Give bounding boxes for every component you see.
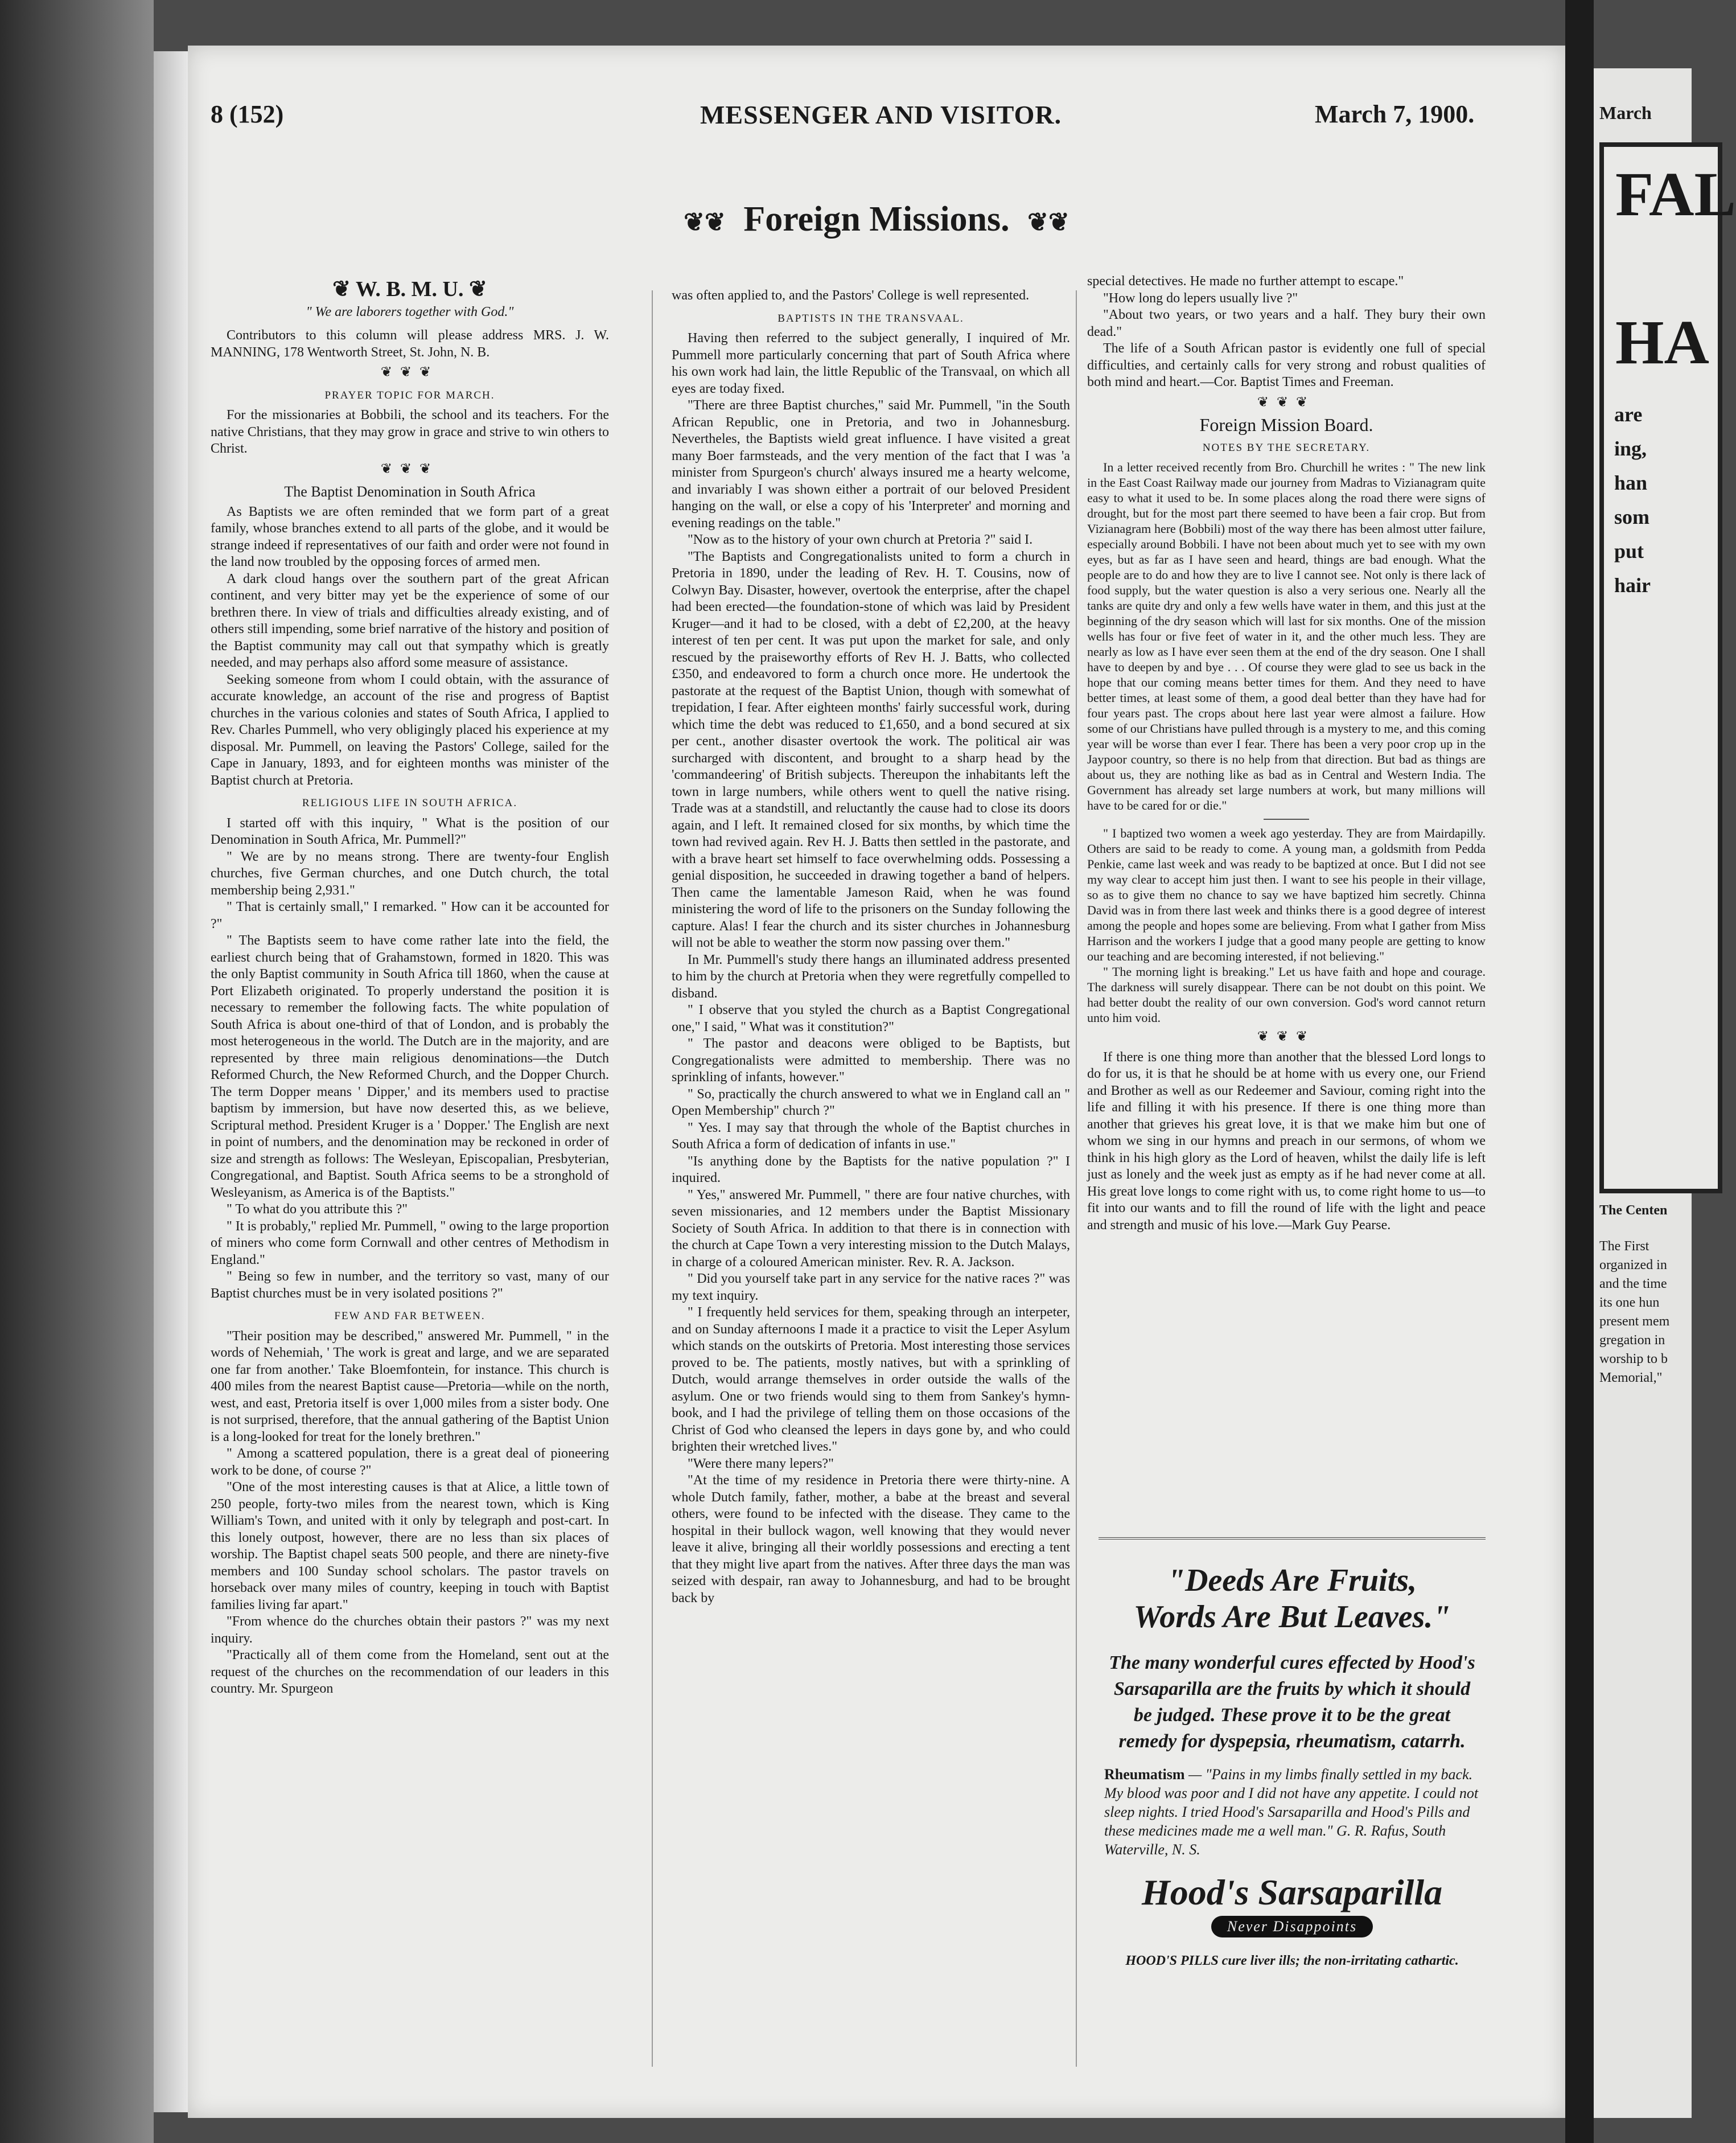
issue-date: March 7, 1900. bbox=[1315, 100, 1475, 128]
page-number: 8 (152) bbox=[211, 100, 284, 128]
board-subtitle: NOTES BY THE SECRETARY. bbox=[1202, 441, 1371, 454]
paragraph: "Practically all of them come from the Homeland, sent out at the request of the churches on the recommendation of our leaders in this country. Mr. Spurgeon bbox=[211, 1648, 609, 1696]
adjacent-ad-line: han bbox=[1614, 471, 1648, 494]
adjacent-story-line: present mem bbox=[1599, 1314, 1670, 1329]
article-title: The Baptist Denomination in South Africa bbox=[284, 483, 536, 500]
column-mission-board bbox=[1087, 273, 1486, 1532]
adjacent-story-line: its one hun bbox=[1599, 1295, 1660, 1310]
paragraph: " The Baptists seem to have come rather late into the field, the earliest church being that of Grahamstown, formed in 1820. This was the only Baptist community in South Africa till 1860, when the cause at Port Elizabeth originated. To properly understand the position it is necessary to remember the following facts. The white population of South Africa is about one-third of that of London, and is probably the most heterogeneous in the world. The Dutch are in the majority, and are represented by three main religious denominations—the Dutch Reformed Church, the New Reformed Church, and the Dopper Church. The term Dopper means ' Dipper,' and its members used to practise baptism by immersion, but have now deserted this, as we believe, Scriptural method. President Kruger is a ' Dopper.' The English are next in point of numbers, and the denomination may be reckoned in order of size and strength as follows: The Wesleyan, Episcopalian, Presbyterian, Congregational, and Baptist. South Africa seems to be a stronghold of Wesleyanism, as America is of the Baptists." bbox=[211, 933, 609, 1200]
testimonial-label: Rheumatism bbox=[1104, 1766, 1185, 1783]
paragraph: If there is one thing more than another that the blessed Lord longs to do for us, it is that he should be at home with us every one, our Friend and Brother as well as our Redeemer and Saviour, coming right into the life and filling it with his presence. If there is one thing more than another that grieves his great love, it is that we make him but one of whom we sing in our hymns and preach in our sermons, of whom we think in his high glory as the Lord of heaven, whilst the daily life is left just as lonely and the week just as empty as if he had never come at all. His great love longs to come right with us, to come right home to us—to fit into our wants and to fill the round of life with the light and peace and strength and music of his love.—Mark Guy Pearse. bbox=[1087, 1049, 1486, 1233]
adjacent-page-date: March bbox=[1599, 102, 1652, 123]
paragraph: "Were there many lepers?" bbox=[688, 1456, 834, 1471]
paragraph: "How long do lepers usually live ?" bbox=[1103, 290, 1298, 306]
adjacent-story-line: Memorial," bbox=[1599, 1370, 1663, 1385]
adjacent-ad-line: som bbox=[1614, 506, 1649, 528]
paragraph: Seeking someone from whom I could obtain, with the assurance of accurate knowledge, an account of the rise and progress of Baptist churches in the various colonies and states of South Africa, I applied to Rev. Charles Pummell, who very obligingly placed his experience at my disposal. Mr. Pummell, on leaving the Pastors' College, sailed for the Cape in January, 1893, and for eighteen months was minister of the Baptist church at Pretoria. bbox=[211, 672, 609, 788]
paragraph: "One of the most interesting causes is that at Alice, a little town of 250 people, forty-two miles from the nearest town, which is King William's Town, and united with it only by telegraph and post-cart. In this lonely outpost, however, there are no less than six places of worship. The Baptist chapel seats 500 people, and there are ninety-five members and 100 Sunday school scholars. The pastor travels on horseback over many miles of country, keeping in touch with Baptist families living far apart." bbox=[211, 1480, 609, 1612]
ornament-icon: ❦❦ bbox=[1027, 208, 1069, 236]
subheading: BAPTISTS IN THE TRANSVAAL. bbox=[778, 312, 964, 325]
paragraph: " We are by no means strong. There are twenty-four English churches, five German churches, and one Dutch church, the total membership being 2,931." bbox=[211, 849, 609, 898]
paragraph: "There are three Baptist churches," said Mr. Pummell, "in the South African Republic, one in Pretoria, and two in Johannesburg. Nevertheles, the Baptists wield great influence. I have visited a great many Boer farmsteads, and the very mention of the fact that I was 'a minister from Spurgeon's church' always insured me a hearty welcome, and invariably I was shown either a portrait of our beloved President hanging on the wall, or else a copy of his 'Interpreter' and morning and evening readings on the table." bbox=[672, 398, 1070, 531]
adjacent-story-line: The First bbox=[1599, 1239, 1649, 1254]
contributors-note: Contributors to this column will please address MRS. J. W. MANNING, 178 Wentworth Street, St. John, N. B. bbox=[211, 328, 609, 360]
ad-tagline: Never Disappoints bbox=[1211, 1916, 1373, 1937]
adjacent-page-ad bbox=[1599, 142, 1736, 1193]
paragraph: " To what do you attribute this ?" bbox=[227, 1202, 408, 1217]
paragraph: " It is probably," replied Mr. Pummell, " owing to the large proportion of miners who come form Cornwall and other centres of Methodism in England." bbox=[211, 1218, 609, 1267]
ad-body: The many wonderful cures effected by Hood's Sarsaparilla are the fruits by which it should be judged. These prove it to be the great remedy for dyspepsia, rheumatism, catarrh. bbox=[1109, 1652, 1475, 1752]
binding-edge bbox=[154, 51, 188, 2112]
adjacent-story-head: The Centen bbox=[1599, 1203, 1668, 1218]
paragraph: "At the time of my residence in Pretoria there were thirty-nine. A whole Dutch family, father, mother, a babe at the breast and several others, were found to be infected with the disease. They came to the hospital in their bullock wagon, well knowing that they would never leave it alive, bringing all their worldly possessions and erecting a tent that they might live apart from the natives. After three days the man was seized with despair, ran away to Johannesburg, and had to be brought back by bbox=[672, 1473, 1070, 1606]
adjacent-ad-line: put bbox=[1614, 540, 1644, 563]
scan-left-margin bbox=[0, 0, 154, 2143]
separator-stars: ❦❦❦ bbox=[380, 461, 439, 477]
divider bbox=[1264, 819, 1309, 820]
paragraph: " The morning light is breaking." Let us have faith and hope and courage. The darkness will surely disappear. There can be not doubt on this point. We had better doubt the reality of our own conversion. God's word cannot return unto him void. bbox=[1087, 964, 1486, 1025]
paragraph: " Being so few in number, and the territory so vast, many of our Baptist churches must be in very isolated positions ?" bbox=[211, 1269, 609, 1301]
subheading: RELIGIOUS LIFE IN SOUTH AFRICA. bbox=[302, 797, 518, 809]
subheading: FEW AND FAR BETWEEN. bbox=[334, 1310, 486, 1322]
wbmu-motto: " We are laborers together with God." bbox=[306, 304, 514, 319]
adjacent-story-line: worship to b bbox=[1599, 1352, 1668, 1366]
masthead: MESSENGER AND VISITOR. bbox=[700, 100, 1062, 129]
wbmu-title bbox=[211, 277, 609, 301]
column-rule bbox=[652, 290, 653, 2067]
adjacent-ad-line: hair bbox=[1614, 574, 1651, 597]
paragraph: " Yes," answered Mr. Pummell, " there are four native churches, with seven missionaries, and 12 members under the Baptist Missionary Society of South Africa. In addition to that there is in connection with the church at Cape Town a very interesting mission to the Dutch Malays, in charge of a coloured American minister. Rev. R. A. Jackson. bbox=[672, 1187, 1070, 1270]
wbmu-title-text: W. B. M. U. bbox=[355, 277, 464, 301]
separator-stars: ❦❦❦ bbox=[1257, 395, 1316, 410]
paragraph: " Did you yourself take part in any service for the native races ?" was my text inquiry. bbox=[672, 1271, 1070, 1303]
adjacent-story-line: organized in bbox=[1599, 1258, 1667, 1272]
column-rule bbox=[1076, 290, 1077, 2067]
paragraph: "Their position may be described," answered Mr. Pummell, " in the words of Nehemiah, ' The work is great and large, and we are separated one far from another.' Take Bloemfontein, for instance. This church is 400 miles from the nearest Baptist cause—Pretoria—while on the north, west, and east, Pretoria itself is over 1,000 miles from a sister body. One is not surprised, therefore, that the annual gathering of the Baptist Union is a long-looked for treat for the lonely brethren." bbox=[211, 1328, 609, 1444]
testimonial-text: — "Pains in my limbs finally settled in my back. My blood was poor and I did not have any appetite. I could not sleep nights. I tried Hood's Sarsaparilla and Hood's Pills and these medicines made me a well man." G. R. Rafus, South Waterville, N. S. bbox=[1104, 1766, 1479, 1858]
adjacent-page-story bbox=[1599, 1201, 1696, 1387]
separator-stars: ❦❦❦ bbox=[1257, 1029, 1316, 1044]
paragraph: " So, practically the church answered to what we in England call an " Open Membership" church ?" bbox=[672, 1086, 1070, 1118]
adjacent-ad-headline: FAL bbox=[1615, 159, 1736, 229]
adjacent-story-line: gregation in bbox=[1599, 1333, 1665, 1348]
prayer-topic-heading: PRAYER TOPIC FOR MARCH. bbox=[324, 389, 495, 401]
section-title bbox=[188, 199, 1565, 240]
paragraph: I started off with this inquiry, " What is the position of our Denomination in South Africa, Mr. Pummell?" bbox=[211, 815, 609, 847]
hoods-advertisement bbox=[1099, 1537, 1486, 2052]
ornament-icon: ❦ bbox=[463, 277, 487, 301]
prayer-topic-text: For the missionaries at Bobbili, the school and its teachers. For the native Christians, that they may grow in grace and strive to win others to Christ. bbox=[211, 408, 609, 456]
board-title: Foreign Mission Board. bbox=[1199, 414, 1373, 435]
paragraph: " That is certainly small," I remarked. " How can it be accounted for ?" bbox=[211, 900, 609, 931]
paragraph: As Baptists we are often reminded that we form part of a great family, whose branches extend to all parts of the globe, and it would be strange indeed if representatives of our faith and order were not found in the land now troubled by the opposing forces of armed men. bbox=[211, 504, 609, 569]
paragraph: " I baptized two women a week ago yesterday. They are from Mairdapilly. Others are said to be ready to come. A young man, a goldsmith from Pedda Penkie, came last week and was ready to be baptized at once. But I did not see my way clear to accept him just then. I want to see his people in their village, so as to give them no chance to say we have baptized him secretly. Chinna David was in from there last week and thinks there is a good degree of interest among the people and hopes some are believing. From what I gather from Miss Harrison and the workers I judge that a good many people are getting to know our teaching and are becoming interested, if not believing." bbox=[1087, 826, 1486, 963]
paragraph: "About two years, or two years and a half. They bury their own dead." bbox=[1087, 307, 1486, 339]
ad-brand: Hood's Sarsaparilla bbox=[1141, 1872, 1443, 1912]
adjacent-ad-line: ing, bbox=[1614, 437, 1647, 460]
ad-footer: HOOD'S PILLS cure liver ills; the non-irritating cathartic. bbox=[1125, 1953, 1459, 1968]
paragraph: A dark cloud hangs over the southern part of the great African continent, and very bitter may yet be the experience of some of our brethren there. In view of trials and difficulties already existing, and of others still impending, some brief narrative of the history and position of the Baptist community may call out that sympathy which is greatly needed, and may perhaps also afford some measure of assistance. bbox=[211, 571, 609, 670]
newspaper-page bbox=[188, 46, 1565, 2118]
ornament-icon: ❦❦ bbox=[684, 208, 726, 236]
paragraph: The life of a South African pastor is evidently one full of special difficulties, and certainly calls for very strong and robust qualities of both mind and heart.—Cor. Baptist Times and Freeman. bbox=[1087, 341, 1486, 389]
adjacent-ad-lines bbox=[1614, 397, 1651, 602]
section-title-text: Foreign Missions. bbox=[743, 200, 1010, 239]
paragraph: " I observe that you styled the church as a Baptist Congregational one," I said, " What was it constitution?" bbox=[672, 1003, 1070, 1034]
paragraph: " I frequently held services for them, speaking through an interpeter, and on Sunday afternoons I made it a practice to visit the Leper Asylum which stands on the outskirts of Pretoria. Most interesting those services proved to be. The patients, mostly natives, but with a sprinkling of Dutch, would arrange themselves in order outside the walls of the asylum. One or two friends would sing to them from Sankey's hymn-book, and I had the privilege of telling them on those occasions of the Christ of God who cleansed the lepers in days gone by, and who could brighten their wretched lives." bbox=[672, 1305, 1070, 1454]
paragraph: In Mr. Pummell's study there hangs an illuminated address presented to him by the church at Pretoria when they were regretfully compelled to disband. bbox=[672, 952, 1070, 1001]
paragraph: "The Baptists and Congregationalists united to form a church in Pretoria in 1890, under the leading of Rev. H. T. Cousins, now of Colwyn Bay. Disaster, however, overtook the enterprise, after the chapel had been erected—the foundation-stone of which was laid by President Kruger—and it had to be closed, with a debt of £2,200, at the heavy interest of ten per cent. It was put upon the market for sale, and only rescued by the praiseworthy efforts of Rev H. J. Batts, who collected £350, and endeavored to form a church once more. He undertook the pastorate at the request of the Baptist Union, though with somewhat of trepidation, I fear. After eighteen months' fairly successful work, during which time the debt was reduced to £1,650, and a bond secured at six per cent., another disaster overtook the work. The political air was surcharged with discontent, and brought to a sharp head by the 'commandeering' of British subjects. Thereupon the inhabitants left the town in large numbers, while others went to quell the native rising. Trade was at a standstill, and reluctantly the cause had to close its doors again, and I left. It remained closed for six months, by which time the town had revived again. Rev H. J. Batts then settled in the pastorate, and with a brave heart set himself to face overwhelming odds. Possessing a genial disposition, he succeeded in drawing together a band of helpers. Then came the lamentable Jameson Raid, when he was found ministering the word of life to the prisoners on the Sunday following the capture. Alas! I fear the church and its sister churches in Johannesburg will not be able to weather the storm now passing over them." bbox=[672, 549, 1070, 950]
paragraph: Having then referred to the subject generally, I inquired of Mr. Pummell more particularly concerning that part of South Africa where his own work had lain, the little Republic of the Transvaal, on which all eyes are today fixed. bbox=[672, 331, 1070, 396]
column-transvaal bbox=[672, 288, 1070, 2087]
paragraph: was often applied to, and the Pastors' College is well represented. bbox=[672, 288, 1030, 303]
paragraph: "Is anything done by the Baptists for the native population ?" I inquired. bbox=[672, 1153, 1070, 1185]
page-gutter bbox=[1565, 0, 1594, 2143]
column-wbmu bbox=[211, 273, 609, 2072]
adjacent-story-line: and the time bbox=[1599, 1276, 1667, 1291]
ad-headline-2: Words Are But Leaves." bbox=[1133, 1599, 1451, 1635]
adjacent-ad-big: HA bbox=[1615, 307, 1709, 377]
ad-testimonial bbox=[1099, 1765, 1486, 1859]
paragraph: " Yes. I may say that through the whole of the Baptist churches in South Africa a form of dedication of infants in use." bbox=[672, 1120, 1070, 1152]
paragraph: " The pastor and deacons were obliged to be Baptists, but Congregationalists were admitted to membership. There was no sprinkling of infants, however." bbox=[672, 1036, 1070, 1085]
ad-headline-1: "Deeds Are Fruits, bbox=[1167, 1563, 1417, 1598]
adjacent-page-fragment bbox=[1594, 68, 1736, 2118]
adjacent-ad-line: are bbox=[1614, 403, 1643, 426]
paragraph: "From whence do the churches obtain their pastors ?" was my next inquiry. bbox=[211, 1614, 609, 1646]
paragraph: "Now as to the history of your own church at Pretoria ?" said I. bbox=[688, 532, 1033, 547]
paragraph: In a letter received recently from Bro. Churchill he writes : " The new link in the East Coast Railway made our journey from Madras to Vizianagram quite easy to what it used to be. In some places along the road there were signs of drought, but for the most part there seemed to have been a fair crop. But from Vizianagram here (Bobbili) most of the way there has been almost utter failure, especially around Bobbili. I have not been about much yet to see with my own eyes, but as far as I have seen and heard, things are bad enough. What the people are to do and how they are to live I cannot see. Not only is there lack of food supply, but the water question is also a very serious one. Nearly all the tanks are quite dry and only a few wells have water in them, and this just at the beginning of the dry season which will last for six months. One of the mission wells has four or five feet of water in it, and the other much less. They are nearly as low as I have ever seen them at the end of the dry season. One I shall have to deepen by and bye . . . Of course they were glad to see us back in the hope that our coming means better times for them. And they need to have better times, at least some of them, a good deal better than they have had for four years past. The crops about here last year were almost a failure. How some of our Christians have pulled through is a mystery to me, and this coming year will be worse than ever I fear. There has been a very poor crop up in the Jaypoor country, so there is no help from that direction. But bad as things are about us, they are nothing like as bad as in Central and Western India. The Government has already set large numbers at work, but many millions will have to be cared for or die." bbox=[1087, 460, 1486, 812]
ornament-icon: ❦ bbox=[332, 277, 356, 301]
separator-stars: ❦❦❦ bbox=[380, 365, 439, 380]
paragraph: special detectives. He made no further attempt to escape." bbox=[1087, 274, 1404, 289]
paragraph: " Among a scattered population, there is a great deal of pioneering work to be done, of course ?" bbox=[211, 1446, 609, 1478]
